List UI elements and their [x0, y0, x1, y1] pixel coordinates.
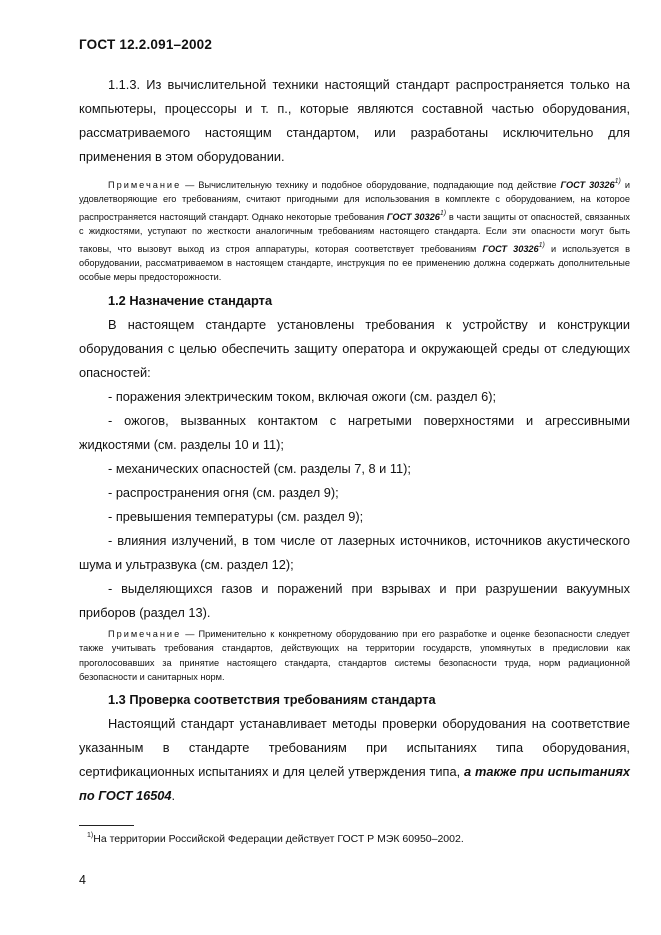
hazard-list-item: - распространения огня (см. раздел 9);: [108, 484, 339, 500]
footnote-mark: 1): [614, 178, 621, 185]
hazard-list-item: - ожогов, вызванных контактом с нагретыми поверхностями и агрессивными жидкостями (см. разделы 10 и 11);: [79, 412, 630, 452]
hazard-list-item: - механических опасностей (см. разделы 7, 8 и 11);: [108, 460, 411, 476]
footnote-mark: 1): [538, 241, 545, 249]
note-text: и используется в оборудовании, рассматриваемом в настоящем стандарте, инструкция по ее применению должна содержать дополнительные особые меры предосторожности.: [79, 243, 630, 283]
footnote-divider: [79, 825, 134, 826]
note-text: — Применительно к конкретному оборудованию при его разработке и оценке безопасности следует также учитывать требования стандартов, действующих на территории государств, упомянутых в предисловии как проголосовавших за принятие настоящего стандарта, стандартов системы безопасности труда, норм радиационной безопасности и санитарных норм.: [79, 628, 630, 683]
note-text: — Вычислительную технику и подобное оборудование, подпадающие под действие: [181, 180, 561, 190]
page-number: 4: [79, 873, 86, 887]
section-1-3-end: .: [171, 788, 176, 804]
note-label: Примечание: [108, 180, 182, 190]
hazard-list-item: - влияния излучений, в том числе от лазерных источников, источников акустического шума и ультразвука (см. раздел 12);: [79, 532, 630, 572]
hazard-list-item: - выделяющихся газов и поражений при взрывах и при разрушении вакуумных приборов (раздел 13).: [79, 580, 630, 620]
hazard-list-item: - превышения температуры (см. раздел 9);: [108, 508, 364, 524]
note-text: в части защиты от опасностей, связанных с жидкостями, уступают по жесткости аналогичным требованиям настоящего стандарта. Если эти опасности могут быть таковы, что вызовут выход из строя аппаратуры, которая соответствует требованиям: [79, 211, 630, 254]
page-content: [79, 73, 630, 808]
gost-reference: ГОСТ 30326: [560, 180, 615, 190]
note-2: [79, 627, 630, 685]
section-1-2-intro: В настоящем стандарте установлены требования к устройству и конструкции оборудования с целью обеспечить защиту оператора и окружающей среды от следующих опасностей:: [79, 316, 630, 380]
paragraph-1-1-3: 1.1.3. Из вычислительной техники настоящий стандарт распространяется только на компьютеры, процессоры и т. п., которые являются составной частью оборудования, рассматриваемого настоящим стандартом, или разработаны исключительно для применения в этом оборудовании.: [79, 77, 630, 164]
hazard-list-item: - поражения электрическим током, включая ожоги (см. раздел 6);: [108, 388, 497, 404]
section-1-3-text: [79, 712, 630, 808]
note-1: [79, 175, 630, 285]
gost-reference: ГОСТ 30326: [386, 211, 440, 222]
gost-reference: ГОСТ 30326: [482, 243, 539, 254]
note-text: и удовлетворяющие его требованиям, считают пригодными для использования в комплекте с оборудованием, на которое распространяется настоящий стандарт. Однако некоторые требования: [79, 180, 630, 222]
section-heading-1-3: 1.3 Проверка соответствия требованиям стандарта: [108, 692, 436, 708]
section-1-3-emphasis: а также при испытаниях по ГОСТ 16504: [79, 764, 630, 804]
section-heading-1-2: 1.2 Назначение стандарта: [108, 292, 273, 308]
note-label: Примечание: [108, 628, 182, 639]
page-header: ГОСТ 12.2.091–2002: [79, 37, 213, 52]
footnote-mark: 1): [439, 209, 447, 217]
section-1-3-body: Настоящий стандарт устанавливает методы проверки оборудования на соответствие указанным в стандарте требованиям при испытаниях типа оборудования, сертификационных испытаниях и для целей утверждения типа,: [79, 716, 630, 780]
footnote-mark: 1): [87, 832, 94, 839]
footnote-text: На территории Российской Федерации действует ГОСТ Р МЭК 60950–2002.: [93, 833, 464, 845]
footnote: [87, 829, 464, 846]
